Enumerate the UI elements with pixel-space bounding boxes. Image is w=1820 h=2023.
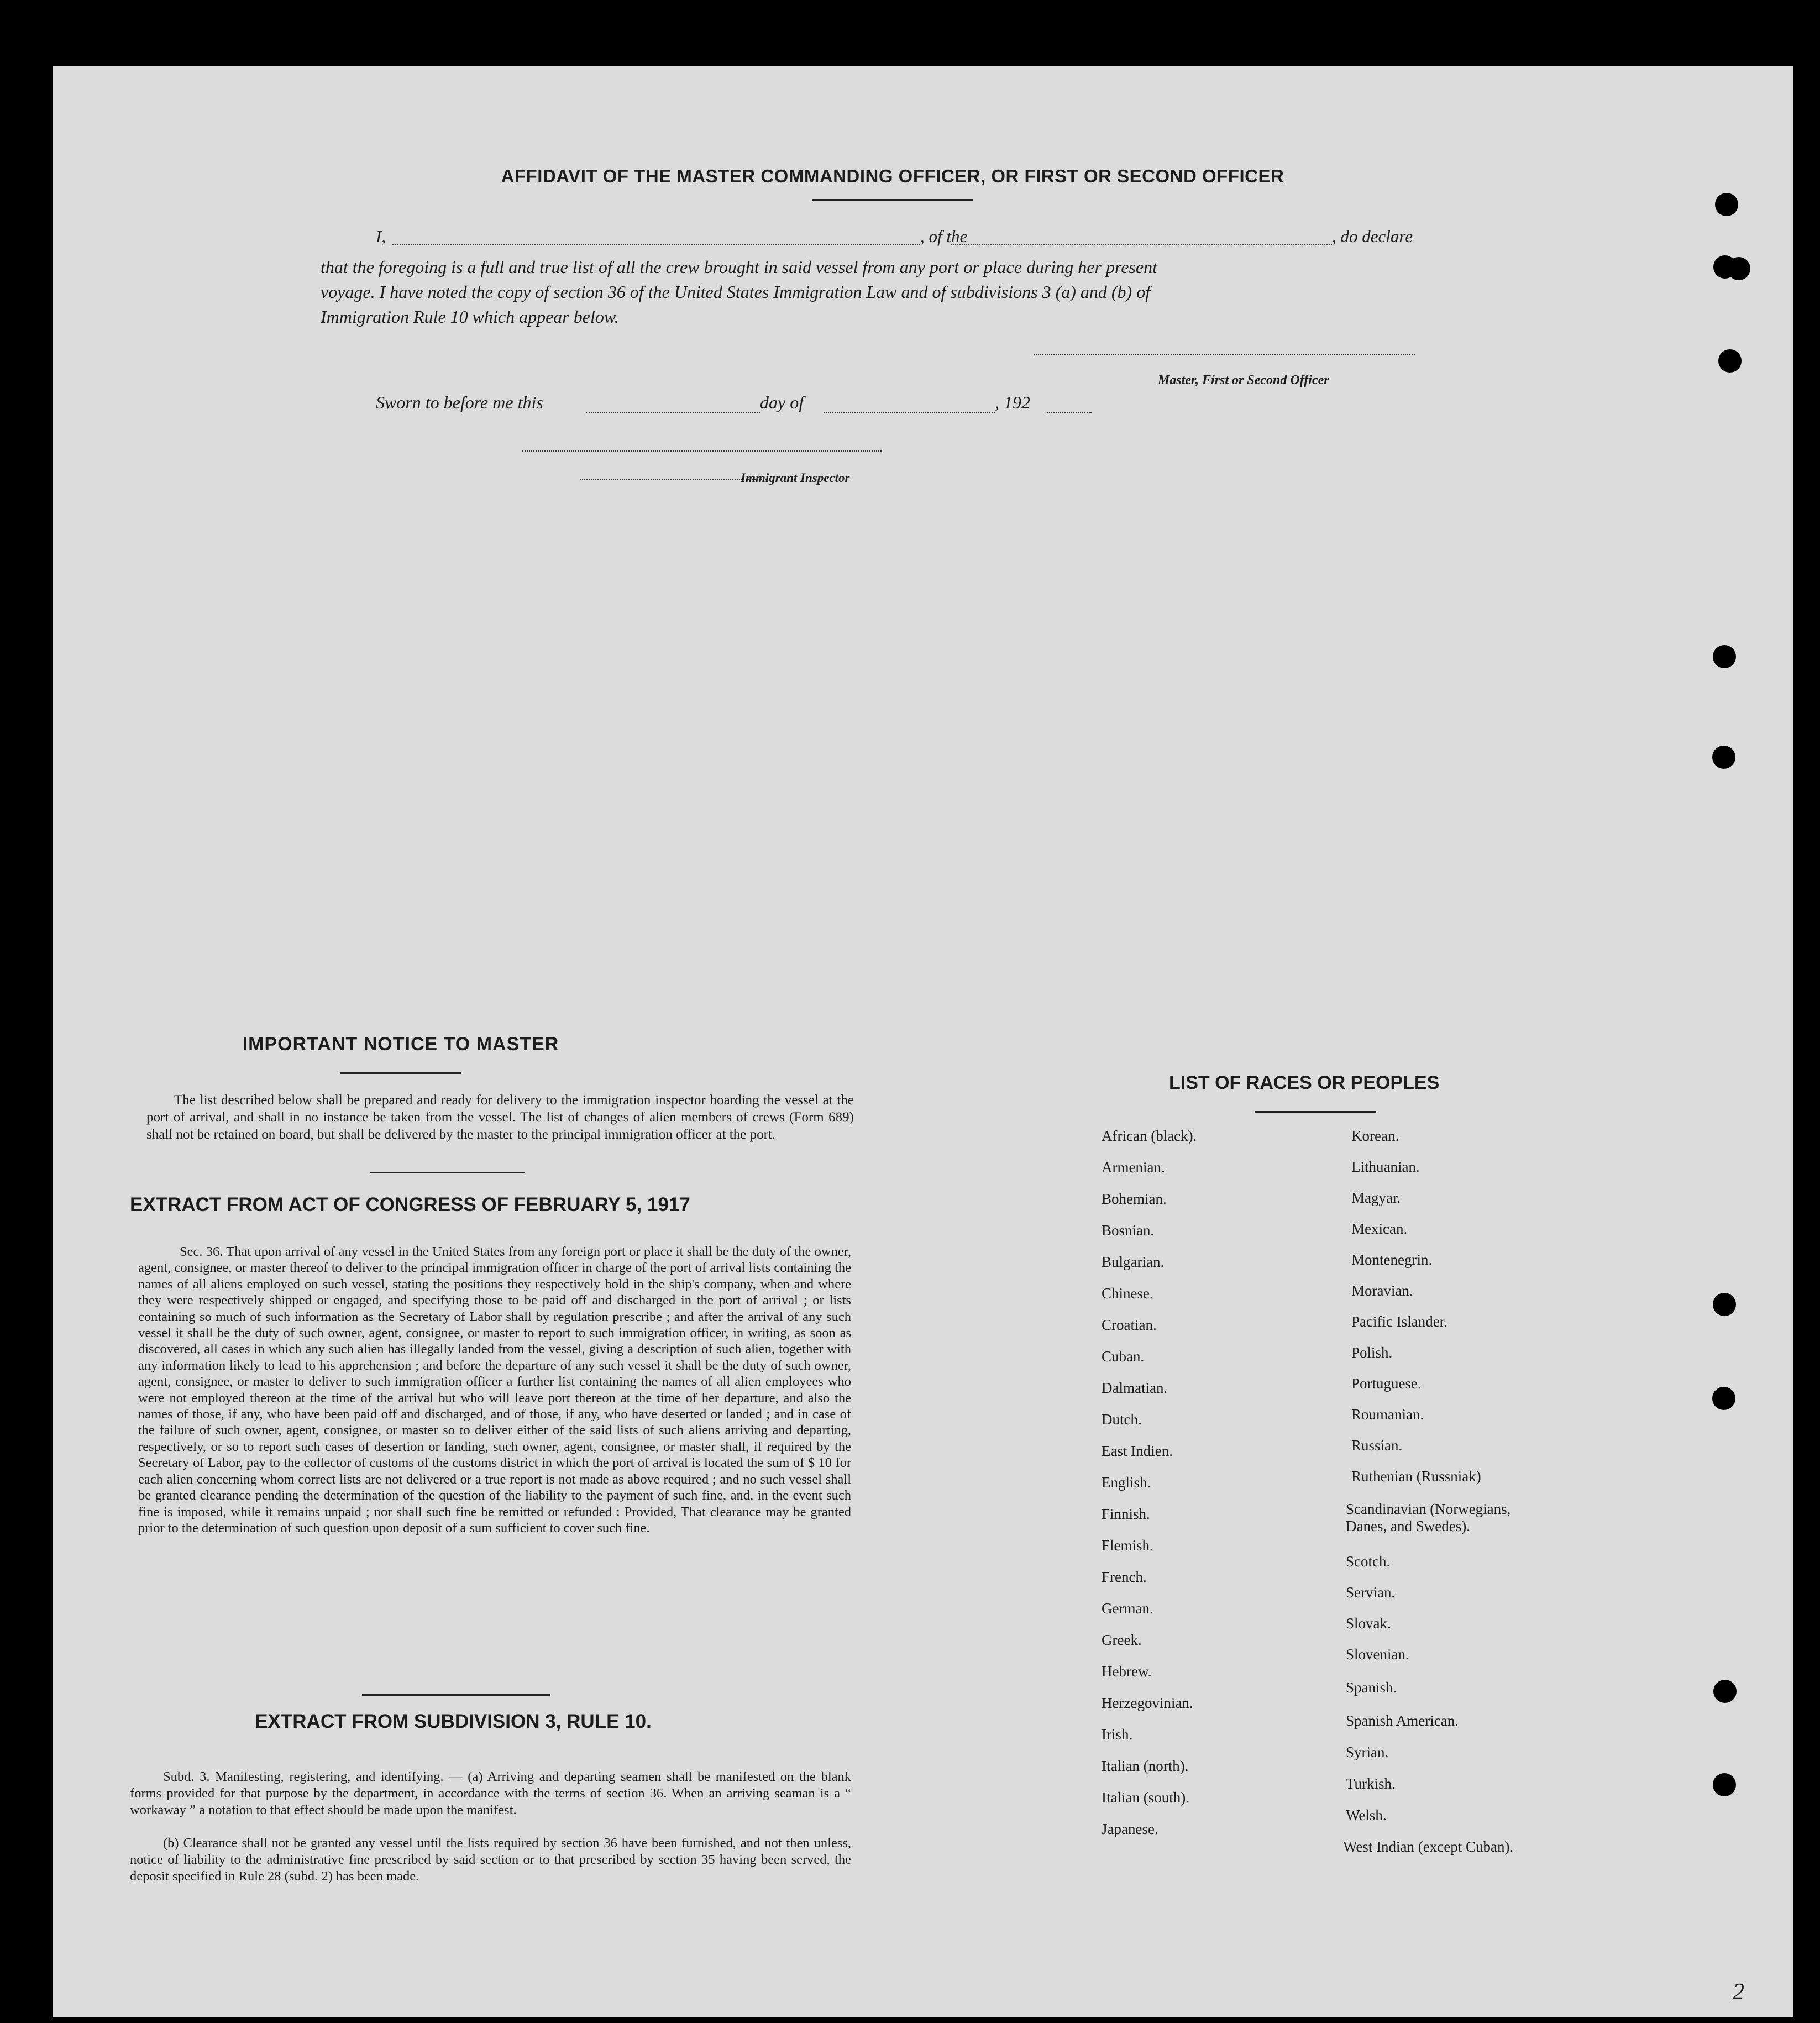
race-item: Slovak. <box>1346 1615 1391 1632</box>
rule-extract-para-a: Subd. 3. Manifesting, registering, and identifying. — (a) Arriving and departing seamen shall be manifested on the blank forms provided for that purpose by the department, in accordance with the terms of section 36. When an arriving seaman is a “ workaway ” a notation to that effect should be made upon the manifest. <box>130 1769 851 1817</box>
notice-title: IMPORTANT NOTICE TO MASTER <box>242 1034 559 1055</box>
act-extract-end-rule <box>362 1694 550 1696</box>
race-item: Finnish. <box>1102 1506 1150 1522</box>
race-item: Bulgarian. <box>1102 1254 1165 1270</box>
race-item: Chinese. <box>1102 1285 1153 1302</box>
race-item: Mexican. <box>1351 1220 1408 1237</box>
sworn-month-blank <box>824 412 995 413</box>
race-item: Spanish. <box>1346 1679 1397 1696</box>
race-item: Bosnian. <box>1102 1222 1155 1239</box>
punch-hole <box>1713 1680 1737 1703</box>
affidavit-i-label: I, <box>376 227 386 246</box>
race-item: Herzegovinian. <box>1102 1695 1193 1711</box>
sworn-year-blank <box>1047 412 1092 413</box>
race-item: Magyar. <box>1351 1189 1401 1206</box>
race-item: Polish. <box>1351 1344 1393 1361</box>
race-item: Slovenian. <box>1346 1646 1409 1663</box>
race-item: Syrian. <box>1346 1744 1389 1760</box>
race-item: Dutch. <box>1102 1411 1142 1428</box>
sworn-year: , 192 <box>995 392 1030 412</box>
race-item: Scotch. <box>1346 1553 1391 1570</box>
race-item: German. <box>1102 1600 1153 1617</box>
affidavit-line-3: voyage. I have noted the copy of section 36 of the United States Immigration Law and of subdivisions 3 (a) and (b) of <box>321 282 1151 302</box>
sworn-label: Sworn to before me this <box>376 392 543 412</box>
race-item: Pacific Islander. <box>1351 1313 1447 1330</box>
race-item: Russian. <box>1351 1437 1403 1454</box>
punch-hole <box>1713 1773 1736 1796</box>
race-item: West Indian (except Cuban). <box>1343 1838 1514 1855</box>
race-item: Portuguese. <box>1351 1375 1422 1392</box>
race-item: African (black). <box>1102 1128 1197 1144</box>
affidavit-line-2: that the foregoing is a full and true list of all the crew brought in said vessel from any port or place during her present <box>321 257 1157 277</box>
punch-hole <box>1713 1293 1736 1316</box>
race-item: Italian (north). <box>1102 1758 1189 1774</box>
race-item: Irish. <box>1102 1726 1133 1743</box>
act-extract-text: Sec. 36. That upon arrival of any vessel in the United States from any foreign port or place it shall be the duty of the owner, agent, consignee, or master thereof to deliver to the principal immigration officer in charge of the port of arrival lists containing the names of all aliens employed on such vessel, stating the positions they respectively hold in the ship's company, when and where they were respectively shipped or engaged, and specifying those to be paid off and discharged in the port of arrival ; or lists containing so much of such information as the Secretary of Labor shall by regulation prescribe ; and after the arrival of any such vessel it shall be the duty of such owner, agent, consignee, or master to report to such immigration officer, in writing, as soon as discovered, all cases in which any such alien has illegally landed from the vessel, giving a description of such alien, together with any information likely to lead to his apprehension ; and before the departure of any such vessel it shall be the duty of such owner, agent, consignee, or master to deliver to such immigration officer a further list containing the names of all alien employees who were not employed thereon at the time of the arrival but who will leave port thereon at the time of her departure, and also the names of those, if any, who have been paid off and discharged, and of those, if any, who have deserted or landed ; and in case of the failure of such owner, agent, consignee, or master so to deliver either of the said lists of such aliens arriving and departing, respectively, or so to report such cases of desertion or landing, such owner, agent, consignee, or master shall, if required by the Secretary of Labor, pay to the collector of customs of the customs district in which the port of arrival is located the sum of $ 10 for each alien concerning whom correct lists are not delivered or a true report is not made as above required ; and no such vessel shall be granted clearance pending the determination of the question of the liability to the payment of such fine, and, in the event such fine is imposed, while it remains unpaid ; nor shall such fine be remitted or refunded : Provided, That clearance may be granted prior to the determination of such question upon deposit of a sum sufficient to cover such fine. <box>138 1244 851 1535</box>
notice-title-rule <box>340 1072 461 1074</box>
form-page <box>53 66 1793 2017</box>
race-item: Korean. <box>1351 1128 1399 1144</box>
inspector-label: Immigrant Inspector <box>741 471 850 485</box>
punch-hole <box>1715 193 1738 216</box>
affidavit-title: AFFIDAVIT OF THE MASTER COMMANDING OFFICER, OR FIRST OR SECOND OFFICER <box>501 166 1284 186</box>
master-signature-line <box>1034 354 1415 355</box>
rule-extract-para-b: (b) Clearance shall not be granted any vessel until the lists required by section 36 have been furnished, and not then unless, notice of liability to the administrative fine prescribed by said section or to that prescribed by section 35 having been served, the deposit specified in Rule 28 (subd. 2) has been made. <box>130 1836 851 1884</box>
race-item: Welsh. <box>1346 1807 1387 1823</box>
affidavit-vessel-blank <box>951 244 1332 245</box>
race-item: French. <box>1102 1569 1147 1585</box>
race-item: Bohemian. <box>1102 1191 1167 1207</box>
affidavit-name-blank <box>392 244 920 245</box>
race-item: Roumanian. <box>1351 1406 1424 1423</box>
race-item: Flemish. <box>1102 1537 1153 1554</box>
rule-extract-title: EXTRACT FROM SUBDIVISION 3, RULE 10. <box>255 1711 652 1732</box>
punch-hole <box>1712 1387 1735 1410</box>
race-item: Lithuanian. <box>1351 1159 1420 1175</box>
race-item: Armenian. <box>1102 1159 1165 1176</box>
race-item: Croatian. <box>1102 1317 1157 1333</box>
notice-end-rule <box>370 1172 525 1173</box>
affidavit-line-4: Immigration Rule 10 which appear below. <box>321 307 619 327</box>
races-title-rule <box>1255 1111 1376 1113</box>
race-item: Ruthenian (Russniak) <box>1351 1468 1481 1485</box>
race-item: East Indien. <box>1102 1443 1173 1459</box>
act-extract-title: EXTRACT FROM ACT OF CONGRESS OF FEBRUARY 5, 1917 <box>130 1194 690 1215</box>
punch-hole <box>1712 746 1735 769</box>
notice-text: The list described below shall be prepared and ready for delivery to the immigration inspector boarding the vessel at the port of arrival, and shall in no instance be taken from the vessel. The list of changes of alien members of crews (Form 689) shall not be retained on board, but shall be delivered by the master to the principal immigration officer at the port. <box>146 1093 854 1142</box>
sworn-day-blank <box>586 412 760 413</box>
inspector-line-1 <box>522 450 882 452</box>
punch-hole <box>1713 645 1736 668</box>
sworn-day-of: day of <box>760 392 804 412</box>
races-title: LIST OF RACES OR PEOPLES <box>1169 1072 1440 1093</box>
affidavit-title-rule <box>812 199 973 201</box>
race-item: Japanese. <box>1102 1821 1158 1837</box>
margin-handwritten-mark: 2 <box>1733 1979 1744 2005</box>
race-item: Cuban. <box>1102 1348 1145 1365</box>
affidavit-do-declare: , do declare <box>1332 227 1413 246</box>
punch-hole <box>1727 257 1750 280</box>
race-item: English. <box>1102 1474 1151 1491</box>
affidavit-of-the: , of the <box>920 227 968 246</box>
race-item: Turkish. <box>1346 1775 1396 1792</box>
race-item: Dalmatian. <box>1102 1380 1168 1396</box>
race-item: Italian (south). <box>1102 1789 1189 1806</box>
punch-hole <box>1718 349 1742 373</box>
race-item: Montenegrin. <box>1351 1251 1433 1268</box>
inspector-line-2 <box>580 479 768 480</box>
race-item: Greek. <box>1102 1632 1142 1648</box>
race-item: Hebrew. <box>1102 1663 1152 1680</box>
race-item: Scandinavian (Norwegians, Danes, and Swedes). <box>1346 1501 1511 1534</box>
race-item: Spanish American. <box>1346 1712 1459 1729</box>
race-item: Servian. <box>1346 1584 1396 1601</box>
race-item: Moravian. <box>1351 1282 1413 1299</box>
master-signature-label: Master, First or Second Officer <box>1158 373 1329 387</box>
